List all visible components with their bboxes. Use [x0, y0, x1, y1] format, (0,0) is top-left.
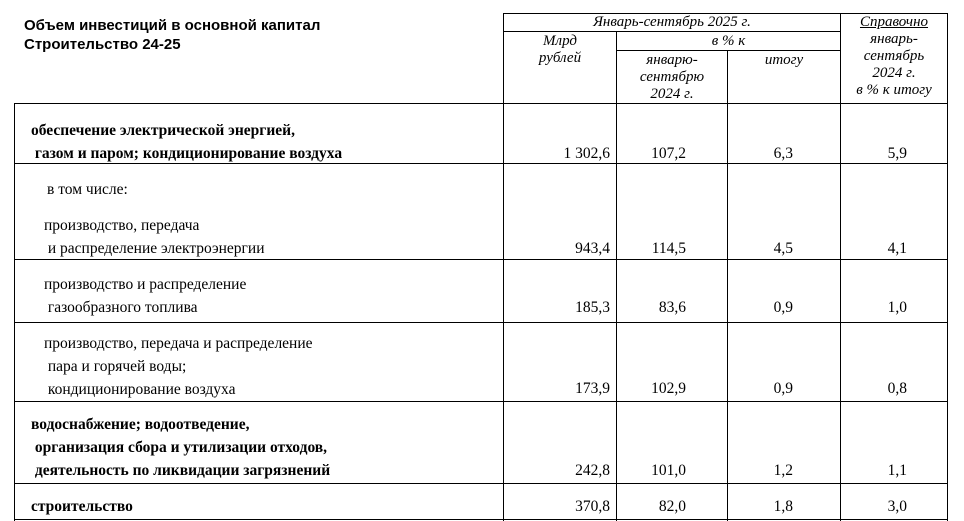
cell-total: 0,9 — [773, 299, 793, 316]
header-prev-line-2: сентябрю — [639, 69, 705, 85]
row-label-line: производство, передача — [44, 217, 200, 234]
cell-bln: 173,9 — [575, 380, 610, 397]
header-prev-line-3: 2024 г. — [650, 86, 694, 102]
pct-rule — [503, 31, 840, 32]
row-rule-4 — [14, 401, 948, 402]
header-prev — [617, 52, 727, 103]
col-divider-prev — [727, 50, 728, 521]
cell-prev: 114,5 — [651, 240, 686, 257]
row-label-line: деятельность по ликвидации загрязнений — [31, 462, 331, 479]
cell-total: 1,2 — [773, 462, 793, 479]
row-label-line: газом и паром; кондиционирование воздуха — [31, 145, 343, 162]
row-label-line: производство и распределение — [44, 276, 247, 293]
header-ref-line-1: Справочно — [859, 14, 929, 30]
page-title — [24, 16, 320, 54]
cell-prev: 101,0 — [651, 462, 686, 479]
row-label-line: водоснабжение; водоотведение, — [31, 416, 250, 433]
header-bln — [504, 33, 616, 67]
cell-bln: 242,8 — [575, 462, 610, 479]
header-pct: в % к — [711, 33, 746, 49]
cell-ref: 1,1 — [887, 462, 907, 479]
title-line-2: Строительство 24-25 — [24, 36, 181, 53]
cell-total: 1,8 — [773, 498, 793, 515]
cell-prev: 83,6 — [658, 299, 686, 316]
header-bln-line-1: Млрд — [543, 33, 577, 49]
header-period: Январь-сентябрь 2025 г. — [593, 14, 751, 30]
header-ref-line-3: сентябрь — [863, 48, 925, 64]
row-label-line: и распределение электроэнергии — [44, 240, 265, 257]
cell-total: 0,9 — [773, 380, 793, 397]
cell-prev: 82,0 — [658, 498, 686, 515]
pct-sub-rule — [616, 50, 840, 51]
header-bln-line-2: рублей — [538, 50, 582, 66]
cell-prev: 107,2 — [651, 145, 686, 162]
header-total: итогу — [764, 52, 804, 68]
col-divider-label — [503, 13, 504, 521]
header-ref-line-5: в % к итогу — [856, 82, 932, 98]
row-rule-3 — [14, 322, 948, 323]
row-label — [31, 119, 342, 165]
header-ref-line-4: 2024 г. — [872, 65, 916, 81]
cell-prev: 102,9 — [651, 380, 686, 397]
row-label-line: организация сбора и утилизации отходов, — [31, 439, 328, 456]
header-prev-line-1: январю- — [646, 52, 698, 68]
row-label-line: обеспечение электрической энергией, — [31, 122, 295, 139]
table-left-border — [14, 103, 15, 521]
row-label — [31, 413, 330, 482]
header-reference — [841, 14, 947, 99]
table-right-border — [947, 13, 948, 521]
cell-bln: 1 302,6 — [563, 145, 610, 162]
cell-bln: 185,3 — [575, 299, 610, 316]
row-label — [44, 273, 246, 319]
cell-ref: 0,8 — [887, 380, 907, 397]
cell-total: 6,3 — [773, 145, 793, 162]
row-label — [44, 214, 265, 260]
cell-ref: 1,0 — [887, 299, 907, 316]
title-line-1: Объем инвестиций в основной капитал — [24, 17, 321, 34]
cell-bln: 943,4 — [575, 240, 610, 257]
row-label-line: пара и горячей воды; — [44, 358, 187, 375]
row-label-line: газообразного топлива — [44, 299, 198, 316]
row-label: строительство — [31, 498, 133, 515]
row-label — [44, 332, 313, 401]
cell-ref: 3,0 — [887, 498, 907, 515]
cell-ref: 4,1 — [887, 240, 907, 257]
header-ref-line-2: январь- — [870, 31, 918, 47]
col-divider-bln — [616, 31, 617, 521]
row-label-line: производство, передача и распределение — [44, 335, 313, 352]
cell-bln: 370,8 — [575, 498, 610, 515]
cell-total: 4,5 — [773, 240, 793, 257]
row-subheading: в том числе: — [47, 181, 128, 198]
table-bottom-rule — [14, 519, 948, 520]
row-label-line: кондиционирование воздуха — [44, 381, 236, 398]
header-bottom-rule — [14, 103, 948, 104]
cell-ref: 5,9 — [887, 145, 907, 162]
row-rule-5 — [14, 483, 948, 484]
